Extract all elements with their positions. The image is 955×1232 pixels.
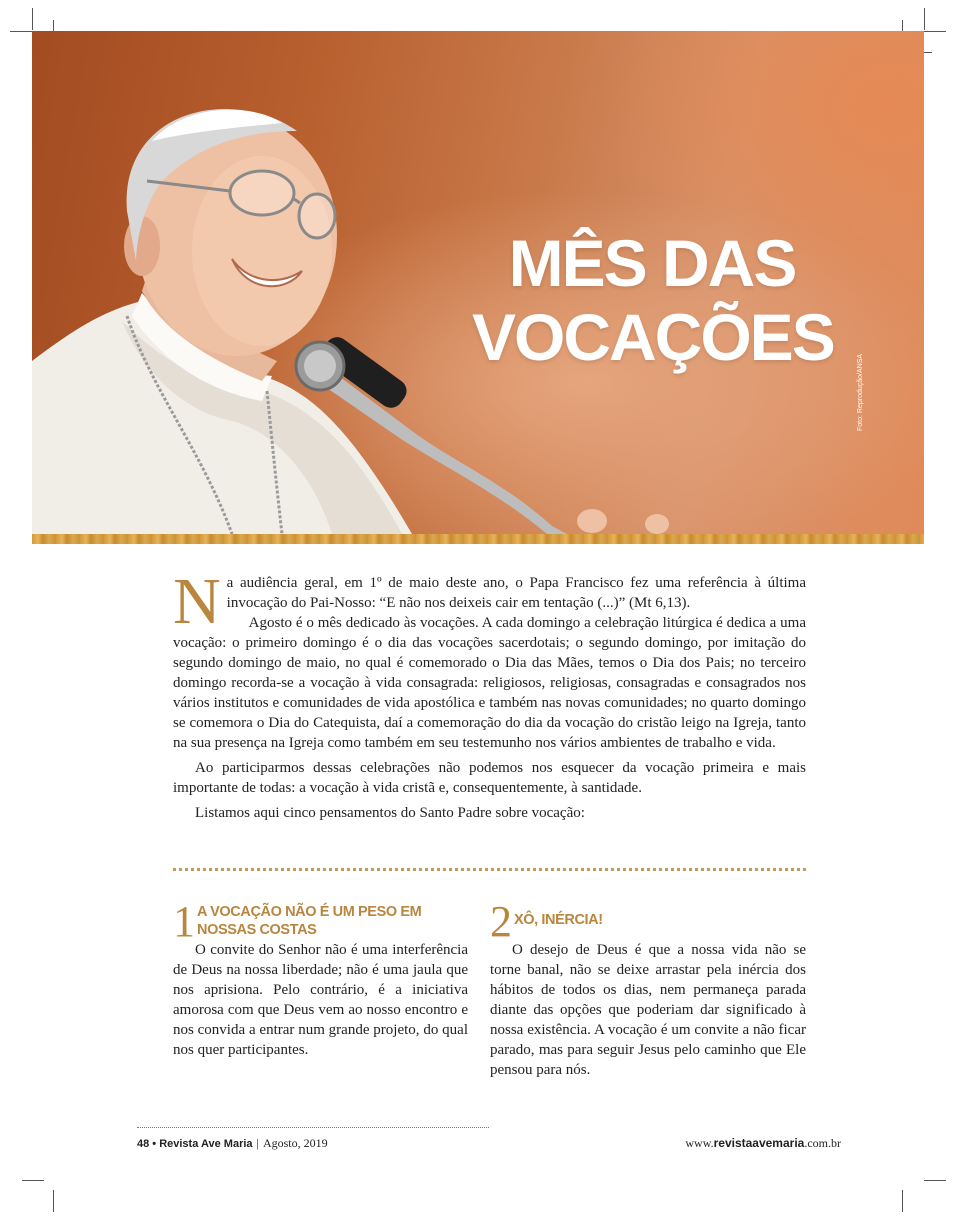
site-name: revistaavemaria xyxy=(713,1136,805,1150)
folio-magazine: 48 • Revista Ave Maria xyxy=(137,1138,253,1150)
footer-rule xyxy=(137,1127,489,1128)
folio-separator: | xyxy=(256,1136,259,1150)
intro-paragraph-2: Agosto é o mês dedicado às vocações. A cada domingo a celebração litúrgica é dedica a uma vocação: o primeiro domingo é o dia das vocações sacerdotais; o segundo domingo, por imitação do segundo domingo de maio, no qual é comemorado o Dia das Mães, temos o Dia dos Pais; no terceiro domingo recorda-se a vocação à vida consagrada: religiosos, religiosas, consagradas e consagrados nos vários institutos e comunidades de vida apostólica e também nas novas comunidades; no quarto domingo se comemora o Dia do Catequista, daí a comemoração do dia da vocação do cristão leigo na Igreja, tanto na sua presença na Igreja como também em seu testemunho nos vários ambientes de trabalho e vida. xyxy=(173,615,806,751)
photo-credit: Foto: Reprodução/ANSA xyxy=(857,353,864,431)
dotted-divider xyxy=(173,868,806,871)
footer-folio xyxy=(137,1136,328,1151)
thought-text: O desejo de Deus é que a nossa vida não se torne banal, não se deixe arrastar pela inércia dos hábitos de todos os dias, nem permaneça parada diante das opções que poderiam dar significado à nossa existência. A vocação é um convite a não ficar parado, mas para seguir Jesus pelo caminho que Ele pensou para nós. xyxy=(490,942,806,1078)
title-line-1: MÊS DAS xyxy=(508,226,796,300)
intro-text xyxy=(173,565,806,823)
crop-mark xyxy=(924,1180,946,1181)
page-title xyxy=(472,226,832,374)
intro-paragraph-1-text: a audiência geral, em 1º de maio deste ano, o Papa Francisco fez uma referência à última invocação do Pai-Nosso: “E não nos deixeis cair em tentação (...)” (Mt 6,13). xyxy=(226,575,806,611)
site-suffix: .com.br xyxy=(804,1136,841,1150)
hero-banner xyxy=(32,31,924,534)
crop-mark xyxy=(924,8,925,30)
crop-mark xyxy=(10,31,32,32)
thought-number: 1 xyxy=(173,897,195,946)
drop-cap: N xyxy=(173,565,221,638)
crop-mark xyxy=(53,1190,54,1212)
intro-paragraph-1 xyxy=(173,565,806,638)
crop-mark xyxy=(32,8,33,30)
folio-date: Agosto, 2019 xyxy=(262,1136,328,1150)
thought-heading: XÔ, INÉRCIA! xyxy=(514,912,603,928)
site-prefix: www. xyxy=(685,1136,714,1150)
thought-number: 2 xyxy=(490,897,512,946)
thought-heading: A VOCAÇÃO NÃO É UM PESO EM NOSSAS COSTAS xyxy=(197,904,422,938)
crop-mark xyxy=(902,1190,903,1212)
crop-mark xyxy=(924,31,946,32)
intro-paragraph-3: Ao participarmos dessas celebrações não podemos nos esquecer da vocação primeira e mais importante de todas: a vocação à vida cristã e, consequentemente, à santidade. xyxy=(173,760,806,796)
crop-mark xyxy=(22,1180,44,1181)
footer-website[interactable] xyxy=(685,1136,841,1151)
title-line-2: VOCAÇÕES xyxy=(472,300,834,374)
thought-text: O convite do Senhor não é uma interferência de Deus na nossa liberdade; não é uma jaula que nos aprisiona. Pelo contrário, é a iniciativa amorosa com que Deus vem ao nosso encontro e nos convida a entrar num grande projeto, do qual nos quer participantes. xyxy=(173,942,468,1058)
gold-divider-strip xyxy=(32,534,924,544)
intro-paragraph-4: Listamos aqui cinco pensamentos do Santo Padre sobre vocação: xyxy=(195,805,585,821)
